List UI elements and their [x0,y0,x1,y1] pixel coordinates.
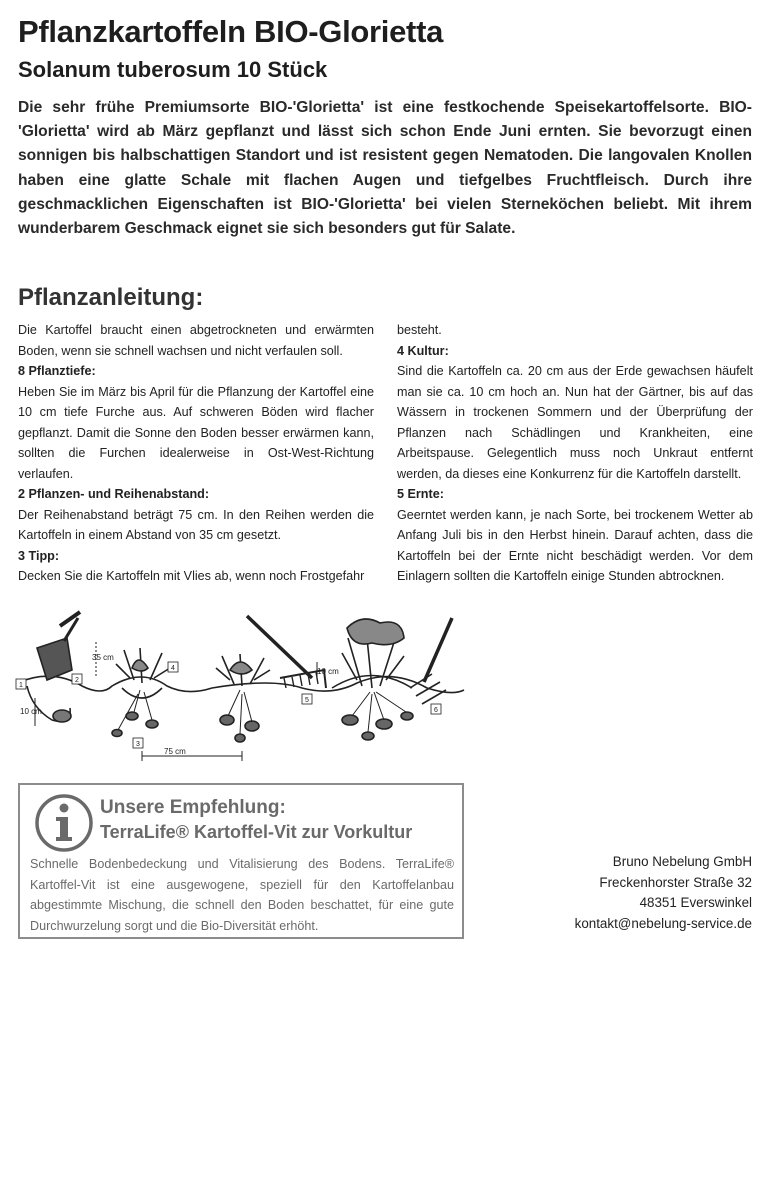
depth-heading: 8 Pflanztiefe: [18,364,96,378]
product-subtitle: Solanum tuberosum 10 Stück [18,57,328,82]
product-title: Pflanzkartoffeln BIO-Glorietta [18,14,444,49]
harvest-heading: 5 Ernte: [397,487,444,501]
instructions-intro: Die Kartoffel braucht einen abgetrockneten und erwärmten Boden, wenn sie schnell wachsen und nicht verfaulen soll. [18,323,374,358]
tip-text: Decken Sie die Kartoffeln mit Vlies ab, wenn noch Frostgefahr [18,569,365,583]
instructions-column-right [397,320,753,587]
company-address [575,852,752,934]
intro-paragraph: Die sehr frühe Premiumsorte BIO-'Glorietta' ist eine festkochende Speisekartoffelsorte. BIO-'Glorietta' wird ab März gepflanzt und lässt sich schon Ende Juni ernten. Sie bevorzugt einen sonnigen bis halbschattigen Standort und ist resistent gegen Nematoden. Die langovalen Knollen haben eine glatte Schale mit flachen Augen und tiefgelbes Fruchtfleisch. Durch ihre geschmacklichen Eigenschaften ist BIO-'Glorietta' bei vielen Sterneköchen beliebt. Mit ihrem wunderbarem Geschmack eignet sie sich besonders gut für Salate. [18,99,752,238]
step-number: 6 [434,707,438,714]
step-marker-6 [431,704,441,714]
depth-text: Heben Sie im März bis April für die Pflanzung der Kartoffel eine 10 cm tiefe Furche aus. Auf schweren Böden wird flacher gepflanzt. Damit die Sonne den Boden besser erwärmen kann, sollten die Furchen idealerweise in Ost-West-Richtung verlaufen. [18,384,374,481]
depth-label: 10 cm [20,707,42,716]
culture-heading: 4 Kultur: [397,343,449,358]
planting-illustration [12,608,467,770]
step-marker-2 [72,674,82,684]
step-number: 1 [19,682,23,689]
spacing-text: Der Reihenabstand beträgt 75 cm. In den Reihen werden die Kartoffeln in einem Abstand von 35 cm gesetzt. [18,507,374,542]
row-spacing-label: 75 cm [164,747,186,756]
plant-spacing-label: 35 cm [92,653,114,662]
tip-text-continued: besteht. [397,323,442,337]
step-number: 5 [305,697,309,704]
recommendation-box [18,783,464,939]
step-number: 2 [75,677,79,684]
company-city: 48351 Everswinkel [639,895,752,910]
instructions-column-left [18,320,374,587]
harvest-text: Geerntet werden kann, je nach Sorte, bei trockenem Wetter ab Anfang Juli bis in den Herbst hinein. Darauf achten, dass die Kartoffeln bei der Ernte nicht beschädigt werden. Vor dem Einlagern sollten die Kartoffeln einige Stunden abtrocknen. [397,507,753,583]
spacing-heading: 2 Pflanzen- und Reihenabstand: [18,487,210,501]
culture-text: Sind die Kartoffeln ca. 20 cm aus der Erde gewachsen häufelt man sie ca. 10 cm hoch an. Nun hat der Gärtner, bis auf das Wässern in trockenen Sommern und der Überprüfung der Pflanzen nach Schädlingen und Krankheiten, eine Arbeitspause. Gelegentlich muss noch Unkraut entfernt werden, da dieses eine Konkurrenz für die Kartoffeln darstellt. [397,364,753,481]
recommendation-text: Schnelle Bodenbedeckung und Vitalisierung des Bodens. TerraLife® Kartoffel-Vit ist eine ausgewogene, speziell für den Kartoffelanbau abgestimmte Mischung, die schnell den Boden beschattet, für eine gute Durchwurzelung sorgt und die Bio-Diversität erhöht. [30,857,454,933]
step-marker-3 [133,738,143,748]
recommendation-title: Unsere Empfehlung: [100,797,286,818]
recommendation-subtitle: TerraLife® Kartoffel-Vit zur Vorkultur [100,822,413,842]
company-name: Bruno Nebelung GmbH [612,854,752,869]
step-number: 3 [136,741,140,748]
step-number: 4 [171,665,175,672]
step-marker-1 [16,679,26,689]
hill-height-label: 10 cm [317,667,339,676]
instructions-heading: Pflanzanleitung: [18,284,204,311]
company-email[interactable]: kontakt@nebelung-service.de [574,915,752,931]
step-marker-4 [168,662,178,672]
step-marker-5 [302,694,312,704]
company-street: Freckenhorster Straße 32 [599,874,752,890]
tip-heading: 3 Tipp: [18,548,60,563]
info-icon [34,793,94,853]
